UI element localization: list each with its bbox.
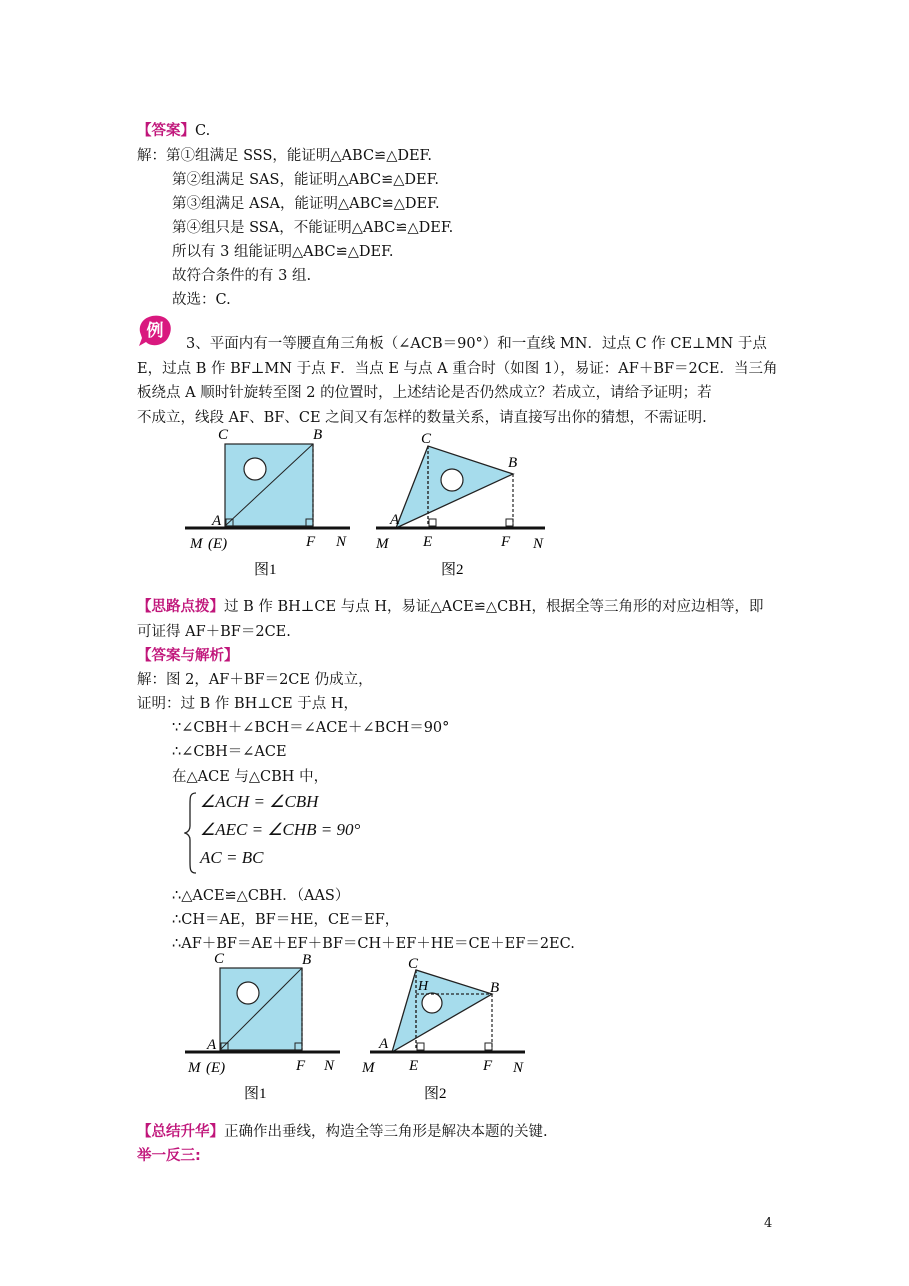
system-eq-2: ∠AEC = ∠CHB = 90°: [200, 820, 361, 839]
fig2b-triangle-plate: [392, 970, 492, 1052]
answer-line: [137, 121, 210, 141]
fig1-label-e: (E): [208, 536, 228, 552]
fig1-label-n: N: [336, 534, 347, 550]
fig1b-label-f: F: [296, 1058, 306, 1074]
system-eq-1: ∠ACH = ∠CBH: [200, 792, 319, 811]
fig1b-label-b: B: [302, 952, 312, 968]
fig2b-hole: [422, 993, 442, 1013]
fig2-hole: [441, 469, 463, 491]
solution-label: 【答案与解析】: [137, 648, 239, 664]
fig1-label-b: B: [313, 427, 323, 443]
fig1b-label-e: (E): [206, 1060, 226, 1076]
fig2-label-f: F: [501, 534, 511, 550]
system-brace-icon: [184, 792, 198, 874]
fig2b-right-angle-e: [417, 1043, 424, 1050]
fig2-label-n: N: [533, 536, 544, 552]
fig2-label-b: B: [508, 455, 518, 471]
hint-text-1: 过 B 作 BH⊥CE 与点 H，易证△ACE≌△CBH，根据全等三角形的对应边相等，即: [224, 599, 764, 615]
summary-line: [137, 1122, 548, 1142]
solution-after-3: ∴AF＋BF＝AE＋EF＋BF＝CH＋EF＋HE＝CE＋EF＝2EC.: [172, 936, 575, 952]
fig2-caption: 图2: [441, 562, 464, 578]
fig1-label-a: A: [212, 513, 222, 529]
answer-line-1: 解：第①组满足 SSS，能证明△ABC≌△DEF.: [137, 148, 432, 164]
fig2b-label-a: A: [379, 1036, 389, 1052]
fig2-right-angle-f: [506, 519, 513, 526]
summary-text: 正确作出垂线，构造全等三角形是解决本题的关键.: [224, 1124, 548, 1140]
fig2b-caption: 图2: [424, 1086, 447, 1102]
example-line-2: E，过点 B 作 BF⊥MN 于点 F．当点 E 与点 A 重合时（如图 1），易证：AF＋BF＝2CE．当三角: [137, 361, 778, 377]
system-eq-3: AC = BC: [200, 848, 264, 867]
solution-line-1: 解：图 2，AF＋BF＝2CE 仍成立，: [137, 672, 373, 688]
fig1b-label-n: N: [324, 1058, 335, 1074]
solution-indented-3: 在△ACE 与△CBH 中，: [172, 769, 329, 785]
figure-set-1: [180, 422, 560, 582]
solution-indented-1: ∵∠CBH＋∠BCH＝∠ACE＋∠BCH＝90°: [172, 720, 450, 736]
fig1b-label-a: A: [207, 1037, 217, 1053]
fig1-label-f: F: [306, 534, 316, 550]
solution-line-2: 证明：过 B 作 BH⊥CE 于点 H，: [137, 696, 358, 712]
answer-value: C.: [195, 123, 211, 139]
fig2-label-c: C: [421, 431, 432, 447]
solution-indented-2: ∴∠CBH＝∠ACE: [172, 744, 287, 760]
answer-line-7: 故选：C.: [172, 292, 231, 308]
example-badge-icon: [136, 312, 174, 348]
answer-line-3: 第③组满足 ASA，能证明△ABC≌△DEF.: [172, 196, 440, 212]
answer-label: 【答案】: [137, 123, 195, 139]
example-badge-text: 例: [146, 321, 164, 340]
example-line-1: 3、平面内有一等腰直角三角板（∠ACB＝90°）和一直线 MN．过点 C 作 CE⊥MN 于点: [186, 336, 767, 352]
hint-line-2: 可证得 AF＋BF＝2CE.: [137, 624, 291, 640]
fig1-label-m: M: [190, 536, 203, 552]
fig2b-label-f: F: [483, 1058, 493, 1074]
fig1-hole: [244, 458, 266, 480]
answer-line-4: 第④组只是 SSA，不能证明△ABC≌△DEF.: [172, 220, 454, 236]
fig2b-label-b: B: [490, 980, 500, 996]
example-line-4: 不成立，线段 AF、BF、CE 之间又有怎样的数量关系，请直接写出你的猜想，不需证明.: [137, 410, 707, 426]
fig1-caption: 图1: [254, 562, 277, 578]
fig2b-label-n: N: [513, 1060, 524, 1076]
fig2-label-m: M: [376, 536, 389, 552]
fig1b-hole: [237, 982, 259, 1004]
fig2b-label-m: M: [362, 1060, 375, 1076]
example-line-3: 板绕点 A 顺时针旋转至图 2 的位置时，上述结论是否仍然成立？若成立，请给予证明；若: [137, 385, 712, 401]
solution-after-1: ∴△ACE≌△CBH．（AAS）: [172, 888, 350, 904]
fig2-label-e: E: [423, 534, 433, 550]
solution-after-2: ∴CH＝AE，BF＝HE，CE＝EF，: [172, 912, 400, 928]
fig2b-label-h: H: [418, 979, 429, 994]
fig1b-label-c: C: [214, 951, 225, 967]
answer-line-5: 所以有 3 组能证明△ABC≌△DEF.: [172, 244, 394, 260]
fig1b-caption: 图1: [244, 1086, 267, 1102]
figure-set-2: [180, 948, 560, 1108]
hint-line-1: [137, 597, 763, 617]
fig2b-label-c: C: [408, 956, 419, 972]
fig2b-right-angle-f: [485, 1043, 492, 1050]
fig2-right-angle-e: [429, 519, 436, 526]
fig2-label-a: A: [390, 512, 400, 528]
summary-label: 【总结升华】: [137, 1124, 224, 1140]
answer-line-6: 故符合条件的有 3 组.: [172, 268, 312, 284]
page-number: 4: [764, 1216, 773, 1231]
fig2b-label-e: E: [409, 1058, 419, 1074]
hint-label: 【思路点拨】: [137, 599, 224, 615]
fig1-label-c: C: [218, 427, 229, 443]
fig1b-label-m: M: [188, 1060, 201, 1076]
practice-label: 举一反三:: [137, 1148, 201, 1164]
answer-line-2: 第②组满足 SAS，能证明△ABC≌△DEF.: [172, 172, 440, 188]
